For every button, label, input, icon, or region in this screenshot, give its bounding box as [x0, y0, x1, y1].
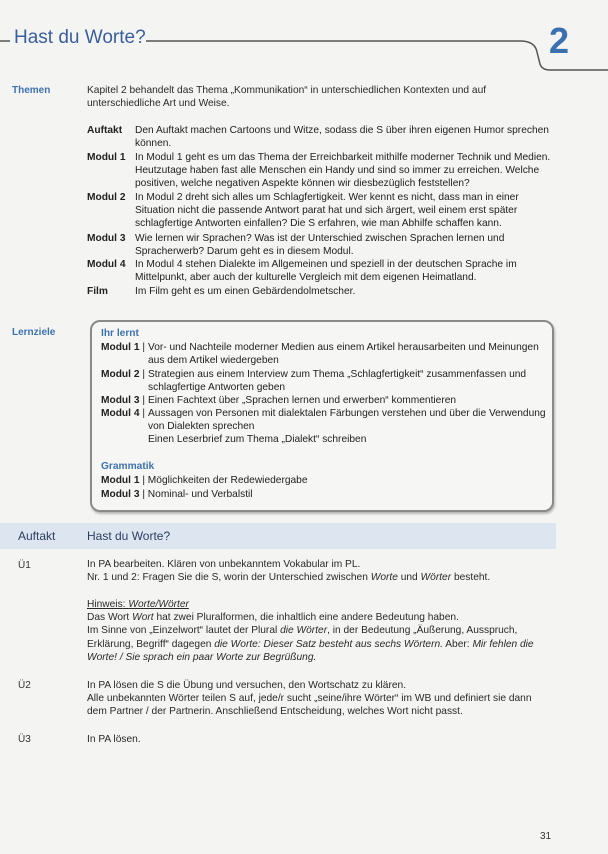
- exercise-label-ue1: Ü1: [18, 560, 31, 571]
- lernziel-key: Modul 4: [101, 408, 140, 419]
- lernziel-key: Modul 1: [101, 342, 140, 353]
- exercise-label-ue2: Ü2: [18, 680, 31, 691]
- themen-row-modul2: [87, 191, 547, 231]
- lernziel-key: Modul 3: [101, 395, 140, 406]
- themen-row-modul4: [87, 258, 547, 284]
- lernziel-text: Strategien aus einem Interview zum Thema „Schlagfertigkeit“ zusammenfassen und schlagfertige Antworten geben: [148, 369, 527, 394]
- themen-row-modul1: [87, 151, 551, 191]
- themen-text: In Modul 2 dreht sich alles um Schlagfertigkeit. Wer kennt es nicht, dass man in einer Situation nicht die passende Antwort parat hat und sich ärgert, weil einem erst später schlagfertige Antworten einfallen? Die S erfahren, wie man Abhilfe schaffen kann.: [135, 192, 519, 230]
- themen-row-auftakt: [87, 124, 547, 150]
- chapter-number: 2: [549, 20, 570, 61]
- lernziel-modul4: Modul 4 | Aussagen von Personen mit dialektalen Färbungen verstehen und über die Verwendung von Dialekten sprechen: [101, 407, 546, 420]
- auftakt-title: Hast du Worte?: [87, 529, 171, 543]
- themen-row-film: [87, 285, 547, 299]
- grammatik-modul1: Modul 1 | Möglichkeiten der Redewiedergabe: [101, 475, 308, 486]
- lernziel-modul2: Modul 2 | Strategien aus einem Interview zum Thema „Schlagfertigkeit“ zusammenfassen und schlagfertige Antworten geben: [101, 368, 546, 381]
- lernziel-text: Einen Leserbrief zum Thema „Dialekt“ schreiben: [148, 434, 367, 445]
- themen-key: Modul 4: [87, 259, 126, 270]
- themen-label: Themen: [12, 85, 51, 96]
- hinweis-line4: Worte! / Sie sprach ein paar Worte zur Begrüßung.: [87, 651, 317, 663]
- ue2-line3: dem Partner / der Partnerin. Anschließend Entscheidung, welches Wort nicht passt.: [87, 706, 463, 718]
- lernziele-label: Lernziele: [12, 327, 56, 338]
- grammatik-heading: Grammatik: [101, 461, 155, 472]
- themen-key: Modul 3: [87, 233, 126, 244]
- themen-intro: Kapitel 2 behandelt das Thema „Kommunikation“ in unterschiedlichen Kontexten und auf unterschiedliche Art und Weise.: [87, 85, 487, 110]
- themen-text: In Modul 4 stehen Dialekte im Allgemeinen und speziell in der deutschen Sprache im Mittelpunkt, aber auch der kulturelle Vergleich mit dem eigenen Heimatland.: [135, 259, 517, 284]
- themen-key: Modul 2: [87, 192, 126, 203]
- ue2-line2: Alle unbekannten Wörter teilen S auf, jede/r sucht „seine/ihre Wörter“ im WB und definiert sie dann: [87, 693, 532, 705]
- page-number: 31: [540, 831, 552, 842]
- lernziel-text: Aussagen von Personen mit dialektalen Färbungen verstehen und über die Verwendung von Dialekten sprechen: [148, 408, 546, 433]
- auftakt-section-bar: [0, 523, 556, 549]
- themen-key: Film: [87, 286, 108, 297]
- lernziel-text: Einen Fachtext über „Sprachen lernen und erwerben“ kommentieren: [148, 395, 457, 406]
- ihr-lernt-heading: Ihr lernt: [101, 328, 139, 339]
- lernziel-modul3: Modul 3 | Einen Fachtext über „Sprachen lernen und erwerben“ kommentieren: [101, 394, 546, 407]
- grammatik-text: Nominal- und Verbalstil: [147, 489, 253, 500]
- ue2-line1: In PA lösen die S die Übung und versuchen, den Wortschatz zu klären.: [87, 680, 407, 691]
- hinweis-block: [87, 598, 567, 664]
- lernziel-modul1: Modul 1 | Vor- und Nachteile moderner Medien aus einem Artikel herausarbeiten und Meinungen aus dem Artikel wiedergeben: [101, 341, 546, 354]
- hinweis-heading: Hinweis: Worte/Wörter: [87, 599, 189, 610]
- themen-text: Wie lernen wir Sprachen? Was ist der Unterschied zwischen Sprachen lernen und Spracherwerb? Darum geht es in diesem Modul.: [135, 233, 505, 258]
- themen-text: In Modul 1 geht es um das Thema der Erreichbarkeit mithilfe moderner Technik und Medien. Heutzutage haben fast alle Menschen ein Handy und sind so immer zu erreichen. Welche positiven, welche negativen Aspekte können wir diesbezüglich feststellen?: [135, 152, 551, 190]
- themen-text: Im Film geht es um einen Gebärdendolmetscher.: [135, 286, 356, 297]
- grammatik-key: Modul 3: [101, 489, 140, 500]
- page-title: Hast du Worte?: [14, 27, 146, 48]
- themen-row-modul3: [87, 232, 547, 258]
- themen-key: Auftakt: [87, 125, 123, 136]
- grammatik-key: Modul 1: [101, 475, 140, 486]
- grammatik-text: Möglichkeiten der Redewiedergabe: [147, 475, 308, 486]
- hinweis-line3: Erklärung, Begriff“ dagegen die Worte: Dieser Satz besteht aus sechs Wörtern. Aber: Mir fehlen die: [87, 638, 534, 650]
- exercise-label-ue3: Ü3: [18, 734, 31, 745]
- exercise-ue3-text: In PA lösen.: [87, 734, 141, 745]
- auftakt-label: Auftakt: [18, 529, 56, 543]
- exercise-ue2-text: [87, 679, 567, 719]
- lernziel-text: Vor- und Nachteile moderner Medien aus einem Artikel herausarbeiten und Meinungen aus dem Artikel wiedergeben: [148, 342, 539, 367]
- grammatik-modul3: Modul 3 | Nominal- und Verbalstil: [101, 489, 253, 500]
- hinweis-line2: Im Sinne von „Einzelwort“ lautet der Plural die Wörter, in der Bedeutung „Äußerung, Ausspruch,: [87, 625, 518, 637]
- exercise-ue1-text: [87, 558, 567, 584]
- ue1-line1: In PA bearbeiten. Klären von unbekanntem Vokabular im PL.: [87, 559, 361, 570]
- themen-key: Modul 1: [87, 152, 126, 163]
- themen-text: Den Auftakt machen Cartoons und Witze, sodass die S über ihren eigenen Humor sprechen können.: [135, 125, 549, 150]
- lernziele-box: [90, 320, 554, 512]
- lernziel-key: Modul 2: [101, 369, 140, 380]
- ue1-line2: Nr. 1 und 2: Fragen Sie die S, worin der Unterschied zwischen Worte und Wörter besteht.: [87, 572, 491, 584]
- hinweis-line1: Das Wort Wort hat zwei Pluralformen, die inhaltlich eine andere Bedeutung haben.: [87, 612, 459, 624]
